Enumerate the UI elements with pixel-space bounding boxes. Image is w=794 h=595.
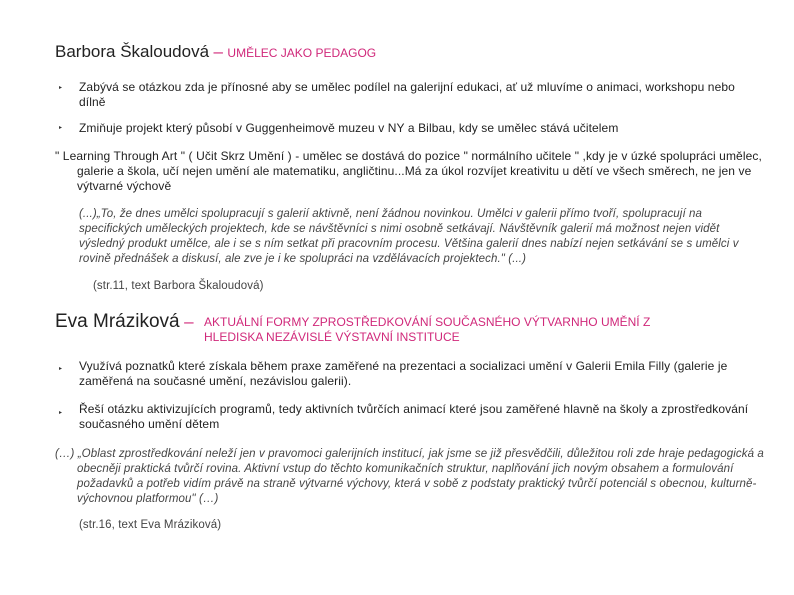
bullet-icon [59,367,63,372]
section2-bullet-1: Využívá poznatků které získala během praxe zaměřené na prezentaci a socializaci umění v Galerii Emila Filly (galerie je zaměřená na současné umění, nezávislou galerii). [79,359,728,388]
section1-bullet-2: Zmiňuje projekt který působí v Guggenheimově muzeu v NY a Bilbau, kdy se umělec stává učitelem [79,121,619,135]
bullet-icon [59,411,63,416]
section1-dash: – [213,42,223,61]
section1-quote: (...)„To, že dnes umělci spolupracují s galerií aktivně, není žádnou novinkou. Umělci v galerii přímo tvoří, spolupracují na specifických uměleckých projektech, kde se návštěvníci s nimi osobně setkávají. Návštěvník galerií má možnost nejen vidět výsledný produkt umělce, ale i se s ním setkat při pracovním procesu. Většina galerií dnes nabízí nejen setkávání se s umělci v rovině přednášek a diskusí, ale zve je i ke spolupráci na vzdělávacích projektech." (...) [79,208,739,265]
section2-source: (str.16, text Eva Mráziková) [79,519,222,531]
bullet-icon [59,126,63,131]
section2-role-text: AKTUÁLNÍ FORMY ZPROSTŘEDKOVÁNÍ SOUČASNÉHO VÝTVARNHO UMĚNÍ Z HLEDISKA NEZÁVISLÉ VÝSTAVNÍ INSTITUCE [204,315,651,344]
section2-dash: – [184,312,194,331]
section1-author-name: Barbora Škaloudová [55,42,210,61]
section1-paragraph: " Learning Through Art " ( Učit Skrz Umění ) - umělec se dostává do pozice " normálního učitele " ,kdy je v úzké spolupráci umělec, galerie a škola, učí nejen umění ale matematiku, angličtinu...Má za úkol rozvíjet kreativitu u dětí ve všech směrech, ne jen ve výtvarné výchově [55,149,762,193]
section2-author-name: Eva Mráziková [55,311,180,332]
section1-bullet-1: Zabývá se otázkou zda je přínosné aby se umělec podílel na galerijní edukaci, ať už mluvíme o animaci, workshopu nebo dílně [79,80,735,109]
section2-role [204,315,704,345]
section2-bullet-2: Řeší otázku aktivizujících programů, tedy aktivních tvůrčích animací které jsou zaměřené hlavně na školy a zprostředkování současného umění dětem [79,402,749,431]
section1-heading [55,42,376,62]
section1-source: (str.11, text Barbora Škaloudová) [93,280,264,292]
section2-quote: (…) „Oblast zprostředkování neleží jen v pravomoci galerijních institucí, jak jsme se již přesvědčili, důležitou roli zde hraje pedagogická a obecněji praktická tvůrčí rovina. Aktivní vstup do těchto komunikačních struktur, naplňování jich novým obsahem a formulování požadavků a potřeb vidím právě na straně výtvarné výchovy, která v sobě z podstaty praktický tvůrčí potenciál s obecnou, kulturně-výchovnou platformou" (…) [55,448,764,505]
bullet-icon [59,86,63,91]
section1-role: UMĚLEC JAKO PEDAGOG [227,46,377,60]
